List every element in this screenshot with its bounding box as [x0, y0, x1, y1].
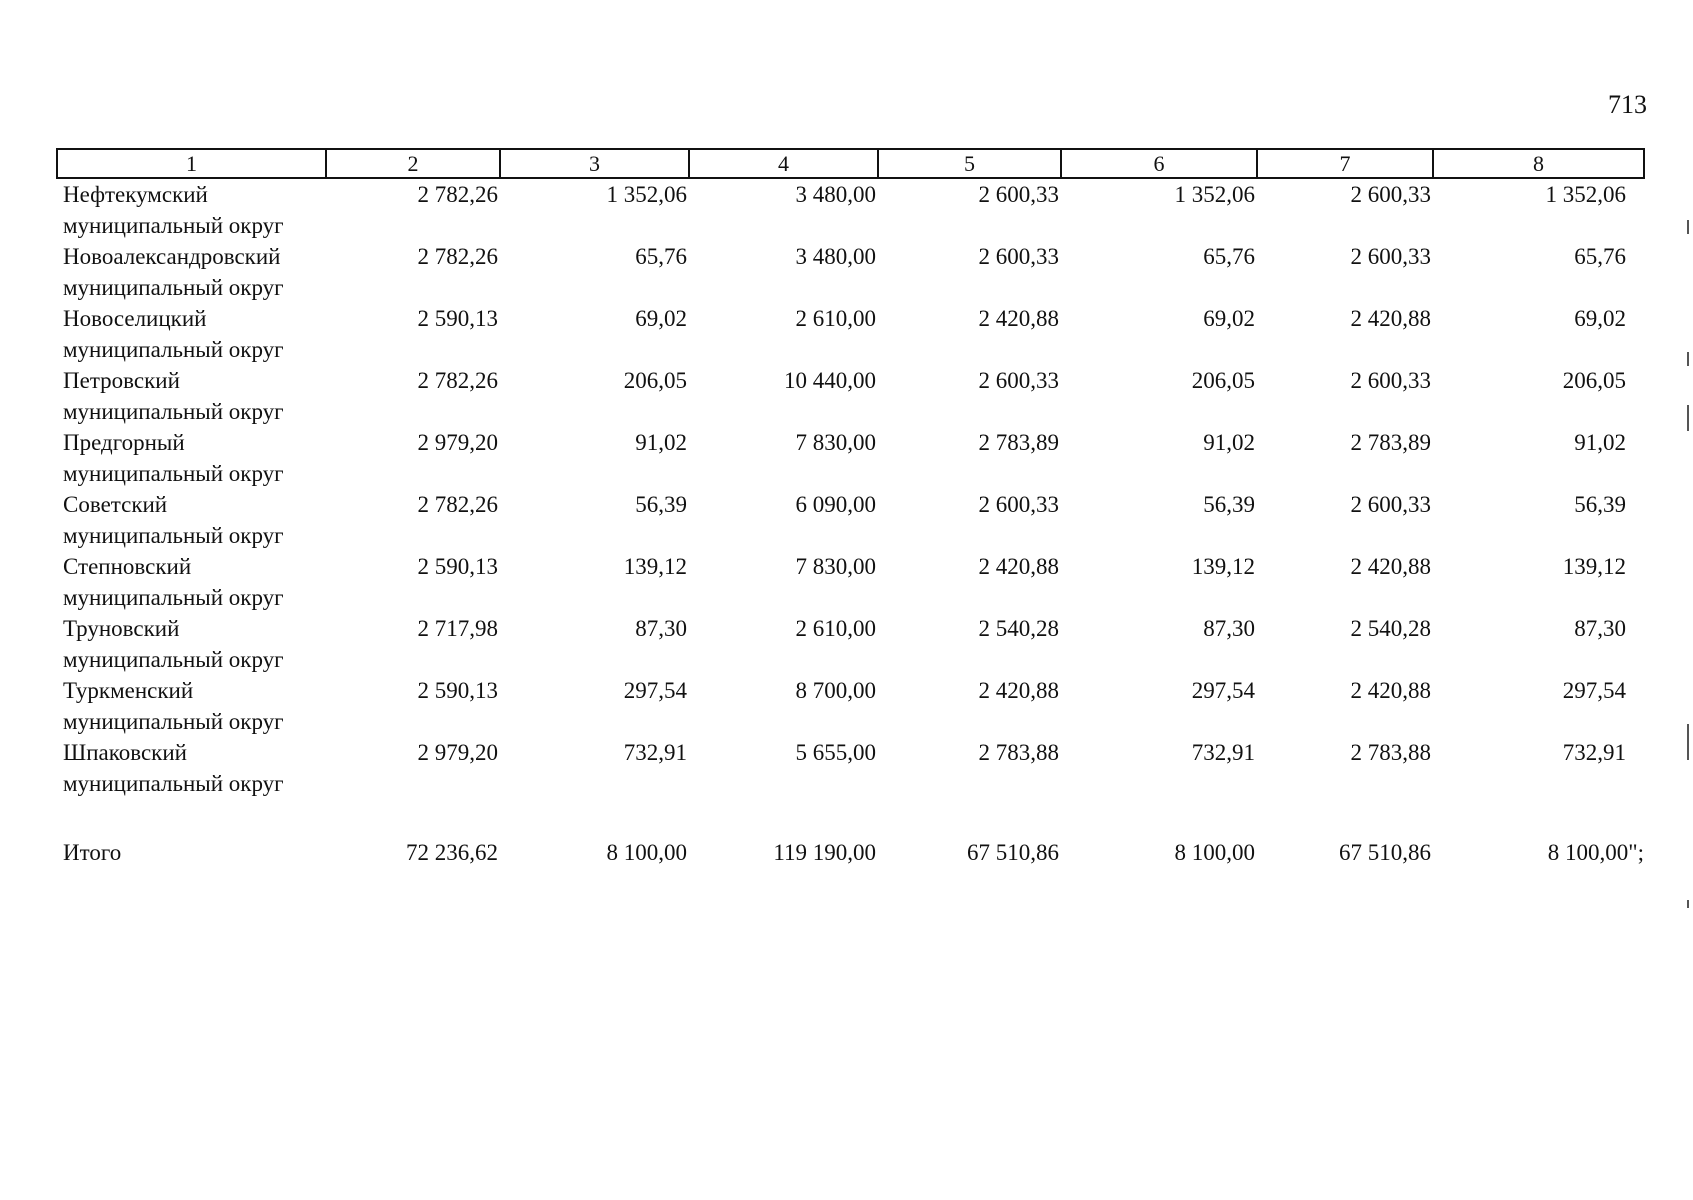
district-name: Новоселицкий [63, 306, 207, 331]
table-row [57, 489, 1644, 551]
district-name: Труновский [63, 616, 180, 641]
page-number: 713 [1608, 90, 1647, 119]
table-row [57, 427, 1644, 489]
value-cell: 56,39 [1574, 492, 1626, 517]
value-cell: 5 655,00 [795, 740, 876, 765]
value-cell: 2 540,28 [1350, 616, 1431, 641]
total-value-cell: 8 100,00"; [1547, 840, 1644, 865]
total-value-cell: 119 190,00 [773, 840, 876, 865]
value-cell: 2 600,33 [978, 368, 1059, 393]
value-cell: 87,30 [1203, 616, 1255, 641]
header-row [57, 149, 1644, 178]
value-cell: 2 979,20 [417, 430, 498, 455]
value-cell: 139,12 [1562, 554, 1626, 579]
value-cell: 87,30 [1574, 616, 1626, 641]
value-cell: 2 590,13 [417, 678, 498, 703]
total-value-cell: 67 510,86 [1339, 840, 1431, 865]
data-table [56, 148, 1645, 873]
column-header-4: 4 [689, 149, 878, 178]
value-cell: 2 600,33 [978, 244, 1059, 269]
value-cell: 56,39 [635, 492, 687, 517]
value-cell: 206,05 [1562, 368, 1626, 393]
value-cell: 2 783,89 [1350, 430, 1431, 455]
value-cell: 2 600,33 [978, 182, 1059, 207]
table-row [57, 613, 1644, 675]
value-cell: 206,05 [623, 368, 687, 393]
value-cell: 2 420,88 [1350, 306, 1431, 331]
table-row [57, 737, 1644, 799]
district-name: Степновский [63, 554, 192, 579]
value-cell: 87,30 [635, 616, 687, 641]
value-cell: 297,54 [623, 678, 687, 703]
total-value-cell: 67 510,86 [967, 840, 1059, 865]
column-header-3: 3 [500, 149, 689, 178]
district-name-cell [57, 737, 326, 799]
value-cell: 2 600,33 [978, 492, 1059, 517]
district-name-cell [57, 241, 326, 303]
total-value-cell: 72 236,62 [406, 840, 498, 865]
value-cell: 2 979,20 [417, 740, 498, 765]
value-cell: 91,02 [1574, 430, 1626, 455]
total-value-cell: 8 100,00 [606, 840, 687, 865]
value-cell: 7 830,00 [795, 554, 876, 579]
column-header-8: 8 [1433, 149, 1644, 178]
value-cell: 3 480,00 [795, 244, 876, 269]
district-type: муниципальный округ [63, 647, 284, 672]
value-cell: 2 540,28 [978, 616, 1059, 641]
district-type: муниципальный округ [63, 523, 284, 548]
value-cell: 2 782,26 [417, 182, 498, 207]
value-cell: 2 783,88 [978, 740, 1059, 765]
scan-artifact [1687, 724, 1689, 760]
value-cell: 2 420,88 [978, 306, 1059, 331]
district-type: муниципальный округ [63, 213, 284, 238]
total-value-cell: 8 100,00 [1174, 840, 1255, 865]
district-name-cell [57, 178, 326, 241]
value-cell: 2 782,26 [417, 244, 498, 269]
table-row [57, 241, 1644, 303]
column-header-7: 7 [1257, 149, 1433, 178]
value-cell: 1 352,06 [1174, 182, 1255, 207]
value-cell: 732,91 [1191, 740, 1255, 765]
table-row [57, 365, 1644, 427]
value-cell: 139,12 [1191, 554, 1255, 579]
table-row [57, 303, 1644, 365]
value-cell: 2 420,88 [1350, 678, 1431, 703]
value-cell: 7 830,00 [795, 430, 876, 455]
district-name-cell [57, 303, 326, 365]
spacer-row [57, 799, 1644, 833]
value-cell: 3 480,00 [795, 182, 876, 207]
district-type: муниципальный округ [63, 337, 284, 362]
total-label: Итого [63, 840, 122, 865]
district-type: муниципальный округ [63, 461, 284, 486]
district-name-cell [57, 613, 326, 675]
value-cell: 2 420,88 [978, 554, 1059, 579]
value-cell: 2 782,26 [417, 492, 498, 517]
value-cell: 2 420,88 [1350, 554, 1431, 579]
value-cell: 139,12 [623, 554, 687, 579]
district-type: муниципальный округ [63, 709, 284, 734]
district-name: Шпаковский [63, 740, 187, 765]
district-name: Туркменский [63, 678, 194, 703]
district-type: муниципальный округ [63, 399, 284, 424]
value-cell: 2 717,98 [417, 616, 498, 641]
table-row [57, 178, 1644, 241]
district-name-cell [57, 427, 326, 489]
district-name: Предгорный [63, 430, 185, 455]
scan-artifact [1687, 405, 1689, 431]
district-name: Советский [63, 492, 168, 517]
value-cell: 6 090,00 [795, 492, 876, 517]
district-name-cell [57, 551, 326, 613]
scan-artifact [1687, 900, 1689, 908]
district-type: муниципальный округ [63, 275, 284, 300]
value-cell: 2 782,26 [417, 368, 498, 393]
table-row [57, 675, 1644, 737]
district-name-cell [57, 489, 326, 551]
table-row [57, 551, 1644, 613]
district-name-cell [57, 675, 326, 737]
value-cell: 2 783,88 [1350, 740, 1431, 765]
value-cell: 732,91 [623, 740, 687, 765]
data-table-container [56, 148, 1643, 873]
district-name: Новоалександровский [63, 244, 281, 269]
value-cell: 91,02 [635, 430, 687, 455]
column-header-5: 5 [878, 149, 1061, 178]
value-cell: 91,02 [1203, 430, 1255, 455]
district-name: Петровский [63, 368, 180, 393]
value-cell: 2 590,13 [417, 554, 498, 579]
column-header-6: 6 [1061, 149, 1257, 178]
table-body [57, 178, 1644, 873]
value-cell: 2 600,33 [1350, 368, 1431, 393]
value-cell: 297,54 [1191, 678, 1255, 703]
value-cell: 10 440,00 [784, 368, 876, 393]
value-cell: 2 600,33 [1350, 182, 1431, 207]
value-cell: 69,02 [635, 306, 687, 331]
scan-artifact [1687, 352, 1689, 366]
value-cell: 69,02 [1203, 306, 1255, 331]
value-cell: 2 600,33 [1350, 244, 1431, 269]
value-cell: 65,76 [1574, 244, 1626, 269]
district-name: Нефтекумский [63, 182, 208, 207]
scan-artifact [1687, 220, 1689, 234]
table-header [57, 149, 1644, 178]
value-cell: 69,02 [1574, 306, 1626, 331]
value-cell: 732,91 [1562, 740, 1626, 765]
value-cell: 1 352,06 [606, 182, 687, 207]
value-cell: 2 783,89 [978, 430, 1059, 455]
value-cell: 2 420,88 [978, 678, 1059, 703]
value-cell: 56,39 [1203, 492, 1255, 517]
value-cell: 206,05 [1191, 368, 1255, 393]
value-cell: 65,76 [1203, 244, 1255, 269]
district-name-cell [57, 365, 326, 427]
value-cell: 8 700,00 [795, 678, 876, 703]
total-row [57, 833, 1644, 873]
value-cell: 2 610,00 [795, 616, 876, 641]
district-type: муниципальный округ [63, 771, 284, 796]
column-header-1: 1 [57, 149, 326, 178]
value-cell: 2 600,33 [1350, 492, 1431, 517]
value-cell: 65,76 [635, 244, 687, 269]
column-header-2: 2 [326, 149, 500, 178]
value-cell: 1 352,06 [1545, 182, 1626, 207]
district-type: муниципальный округ [63, 585, 284, 610]
value-cell: 297,54 [1562, 678, 1626, 703]
value-cell: 2 610,00 [795, 306, 876, 331]
value-cell: 2 590,13 [417, 306, 498, 331]
